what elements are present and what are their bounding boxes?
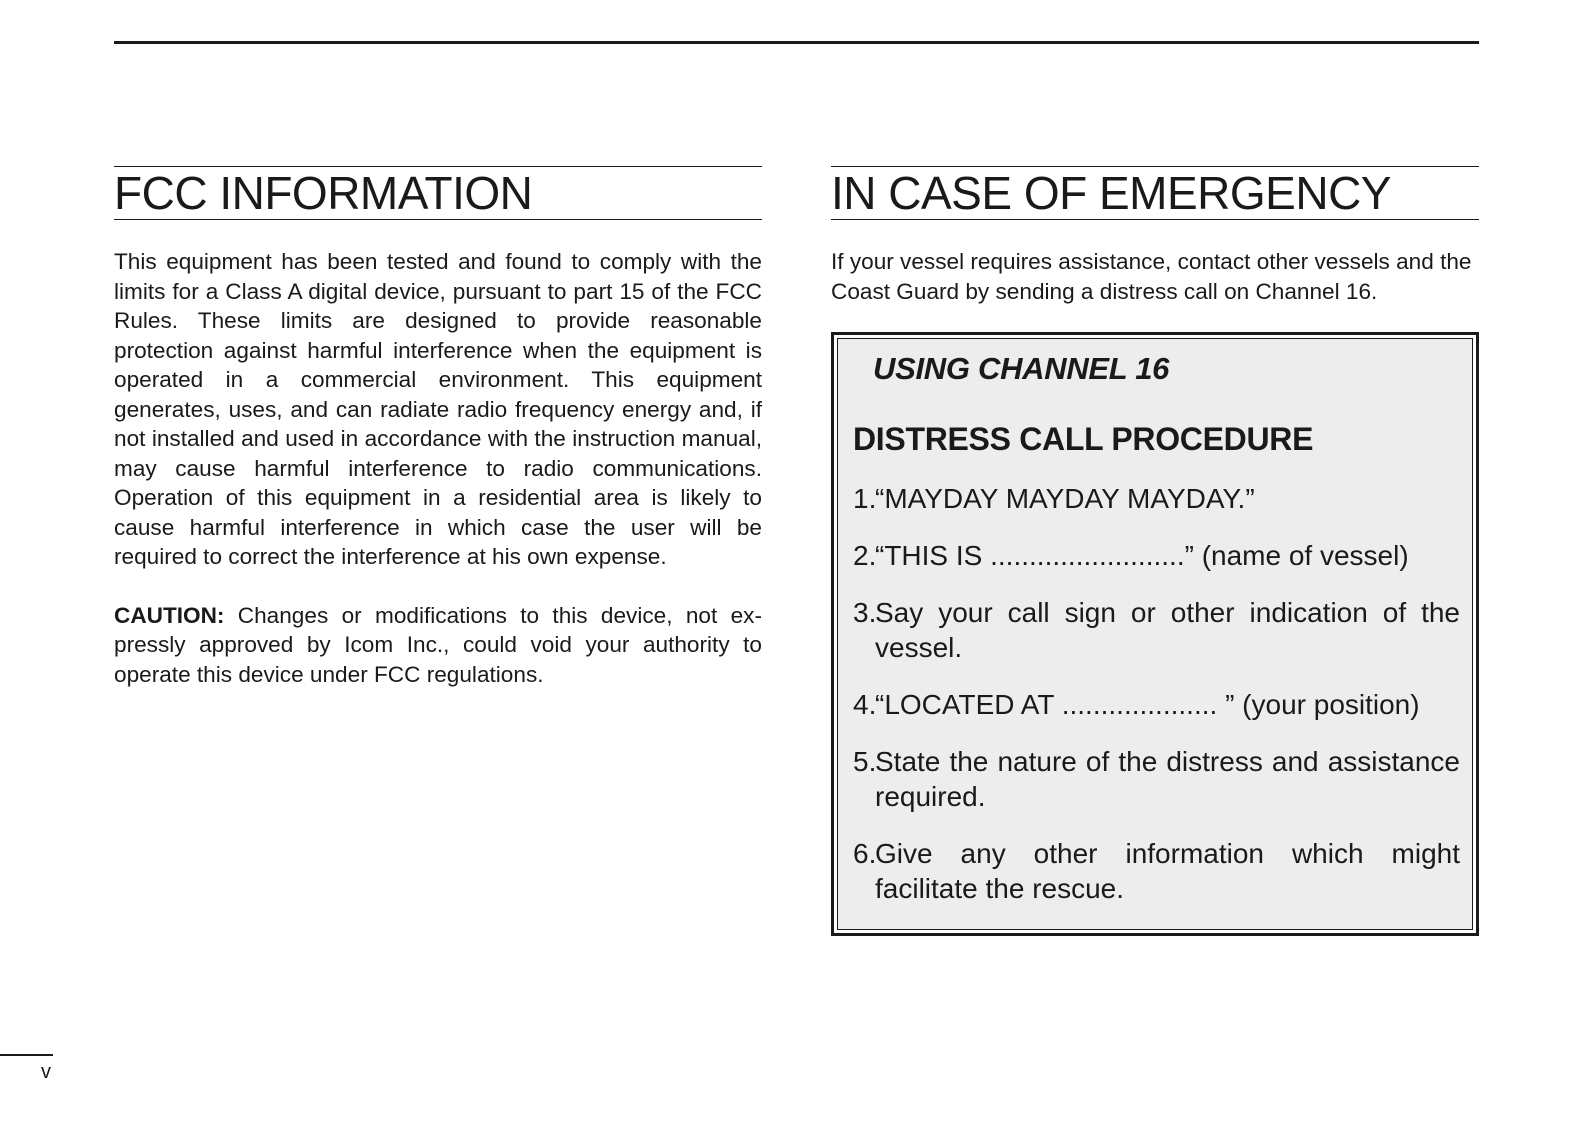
distress-step bbox=[853, 481, 1460, 516]
box-title: USING CHANNEL 16 bbox=[873, 351, 1170, 386]
fcc-paragraph: This equipment has been tested and found to comply with the limits for a Class A digital device, pursuant to part 15 of the FCC Rules. These limits are designed to provide reasonable protection against harmful interference when the equipment is operated in a commercial environment. This equipment generates, uses, and can radiate radio frequency energy and, if not installed and used in accordance with the instruction manual, may cause harmful interference to radio communications. Operation of this equipment in a residential area is likely to cause harmful interference in which case the user will be required to correct the interference at his own expense. bbox=[114, 249, 762, 569]
distress-step bbox=[853, 836, 1460, 906]
box-subtitle: DISTRESS CALL PROCEDURE bbox=[853, 421, 1314, 457]
emergency-section bbox=[831, 166, 1479, 306]
distress-step bbox=[853, 538, 1460, 573]
distress-procedure-box-inner bbox=[837, 338, 1473, 930]
distress-step bbox=[853, 744, 1460, 814]
step-text: State the nature of the distress and assistance required. bbox=[875, 746, 1460, 812]
step-number: 3. bbox=[853, 597, 877, 628]
emergency-intro: If your vessel requires assistance, contact other vessels and the Coast Guard by sending a distress call on Channel 16. bbox=[831, 249, 1472, 304]
caution-label: CAUTION: bbox=[114, 602, 225, 628]
distress-procedure-box bbox=[831, 332, 1479, 936]
step-text: “THIS IS .........................” (name of vessel) bbox=[875, 540, 1409, 571]
step-text: Give any other information which might facilitate the rescue. bbox=[875, 838, 1460, 904]
step-number: 6. bbox=[853, 838, 877, 869]
top-rule bbox=[114, 41, 1479, 44]
step-number: 2. bbox=[853, 540, 877, 571]
step-text: Say your call sign or other indication of the vessel. bbox=[875, 597, 1460, 663]
step-number: 1. bbox=[853, 483, 877, 514]
caution-text: Changes or modifications to this device, not expressly approved by Icom Inc., could void your authority to operate this device under FCC regulations. bbox=[114, 602, 762, 687]
fcc-caution bbox=[114, 601, 762, 690]
page-number: v bbox=[41, 1061, 51, 1083]
fcc-heading: FCC INFORMATION bbox=[114, 166, 762, 220]
distress-step bbox=[853, 595, 1460, 665]
fcc-information-section bbox=[114, 166, 762, 689]
step-number: 4. bbox=[853, 689, 877, 720]
step-number: 5. bbox=[853, 746, 877, 777]
emergency-heading: IN CASE OF EMERGENCY bbox=[831, 166, 1479, 220]
footer-rule bbox=[0, 1054, 53, 1056]
step-text: “LOCATED AT .................... ” (your position) bbox=[875, 689, 1420, 720]
distress-step bbox=[853, 687, 1460, 722]
step-text: “MAYDAY MAYDAY MAYDAY.” bbox=[875, 483, 1255, 514]
distress-steps-list bbox=[853, 481, 1460, 928]
